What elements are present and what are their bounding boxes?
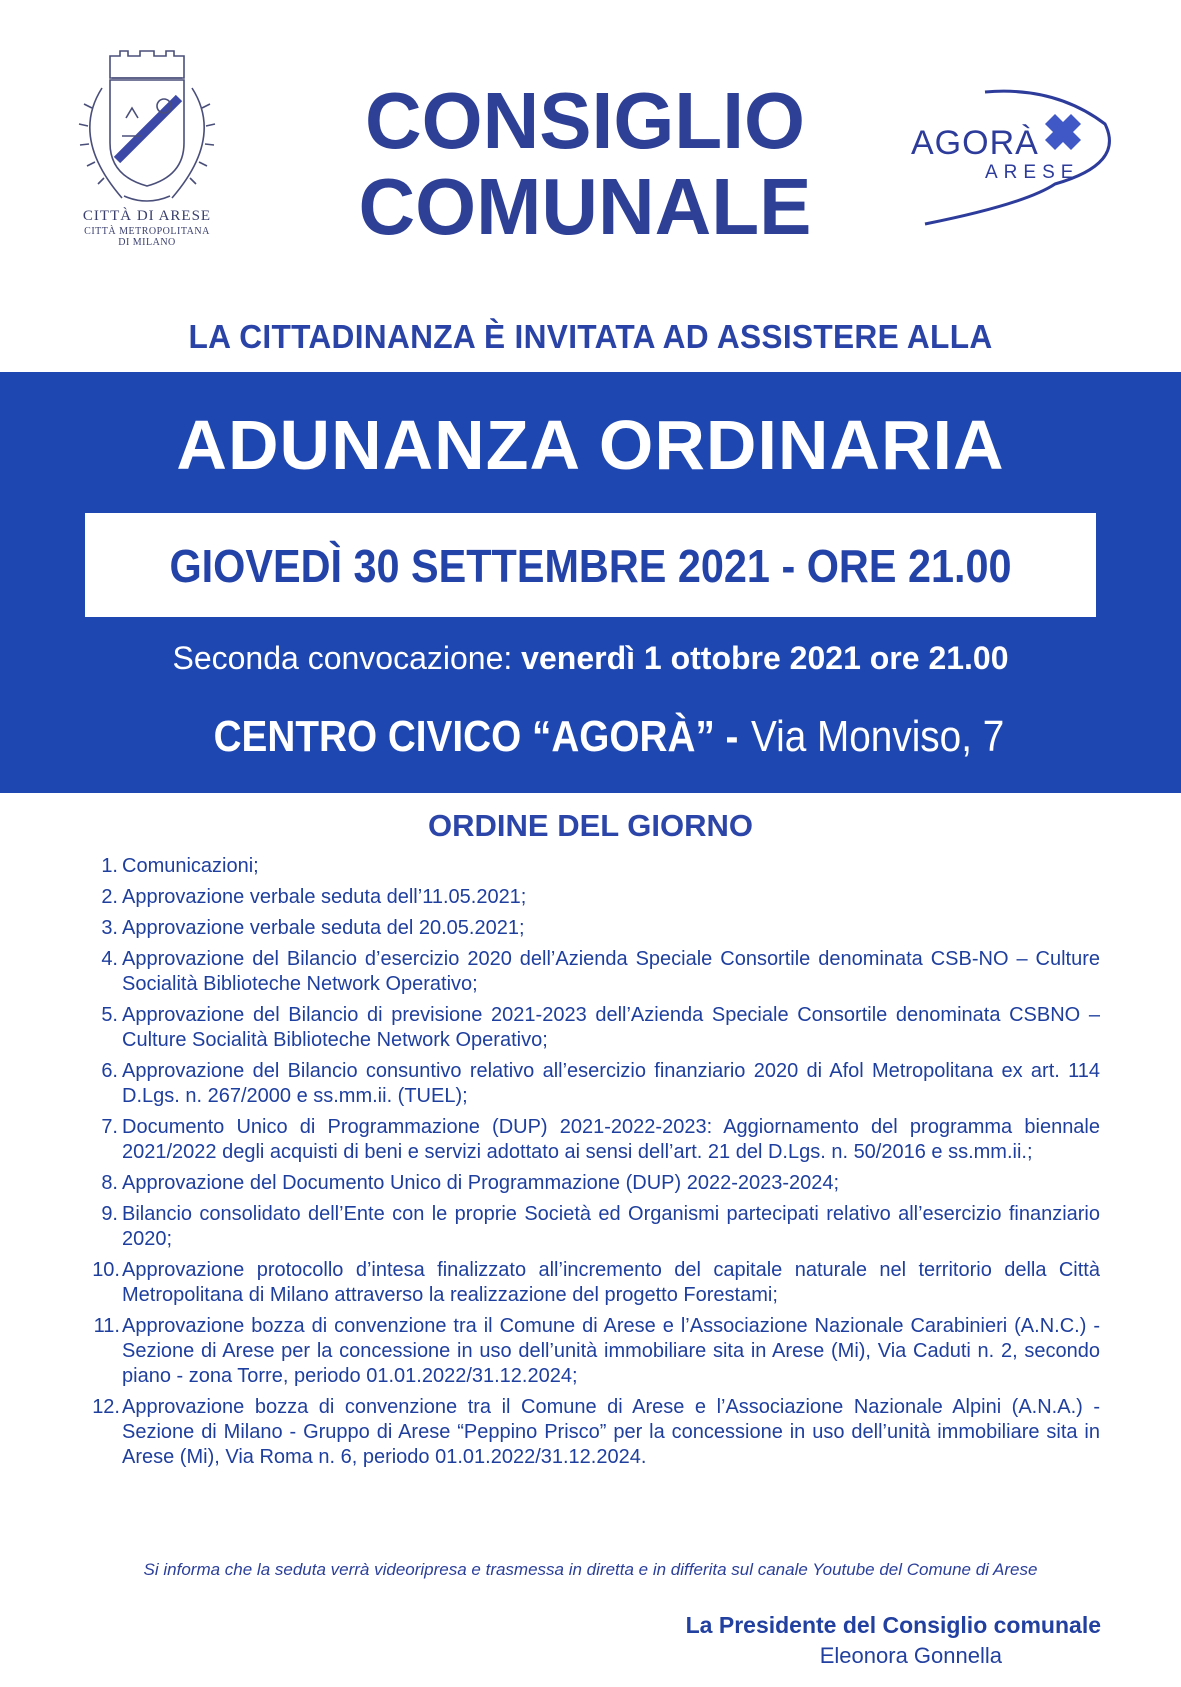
agenda-item-number: 12. xyxy=(92,1396,120,1418)
agenda-item-number: 7. xyxy=(101,1116,118,1138)
meeting-type: ADUNANZA ORDINARIA xyxy=(176,406,1005,484)
agenda-item-text: Approvazione del Bilancio consuntivo relativo all’esercizio finanziario 2020 di Afol Metropolitana ex art. 114 D.Lgs. n. 267/2000 e ss.mm.ii. (TUEL); xyxy=(122,1060,1100,1107)
agenda-item xyxy=(84,1171,1100,1196)
signature-role: La Presidente del Consiglio comunale xyxy=(685,1612,1101,1638)
agenda-item-text: Documento Unico di Programmazione (DUP) 2021-2022-2023: Aggiornamento del programma biennale 2021/2022 degli acquisti di beni e servizi adottato ai sensi dell’art. 21 del D.Lgs. n. 50/2016 e ss.mm.ii.; xyxy=(122,1116,1100,1163)
title-line2: COMUNALE xyxy=(358,162,812,251)
agenda-item-text: Approvazione verbale seduta del 20.05.2021; xyxy=(122,917,525,939)
agenda-item xyxy=(84,947,1100,997)
agora-logo-word: AGORÀ xyxy=(911,124,1039,162)
venue xyxy=(0,712,1181,762)
agenda-item-number: 3. xyxy=(101,917,118,939)
agenda-item-text: Approvazione del Bilancio d’esercizio 2020 dell’Azienda Speciale Consortile denominata CSB-NO – Culture Socialità Biblioteche Network Operativo; xyxy=(122,948,1100,995)
agenda-item xyxy=(84,1202,1100,1252)
agenda-item-text: Approvazione del Documento Unico di Programmazione (DUP) 2022-2023-2024; xyxy=(122,1172,840,1194)
coat-of-arms-icon xyxy=(62,48,232,208)
venue-name: CENTRO CIVICO “AGORÀ” - xyxy=(213,712,739,761)
second-call-label: Seconda convocazione: xyxy=(172,640,513,676)
signature-name: Eleonora Gonnella xyxy=(819,1643,1002,1668)
agenda-item-text: Bilancio consolidato dell’Ente con le proprie Società ed Organismi partecipati relativo all’esercizio finanziario 2020; xyxy=(122,1203,1100,1250)
agenda-item-text: Approvazione protocollo d’intesa finalizzato all’incremento del capitale naturale nel territorio della Città Metropolitana di Milano attraverso la realizzazione del progetto Forestami; xyxy=(122,1259,1100,1306)
agenda-item-number: 11. xyxy=(93,1315,120,1337)
agenda-item xyxy=(84,1258,1100,1308)
agenda-item xyxy=(84,1059,1100,1109)
agenda-item-text: Approvazione del Bilancio di previsione 2021-2023 dell’Azienda Speciale Consortile denominata CSBNO – Culture Socialità Biblioteche Network Operativo; xyxy=(122,1004,1100,1051)
agenda-item-text: Approvazione bozza di convenzione tra il Comune di Arese e l’Associazione Nazionale Alpini (A.N.A.) - Sezione di Milano - Gruppo di Arese “Peppino Prisco” per la concessione in uso dell’unità immobiliare sita in Arese (Mi), Via Roma n. 6, periodo 01.01.2022/31.12.2024. xyxy=(122,1396,1100,1468)
meeting-date: GIOVEDÌ 30 SETTEMBRE 2021 - ORE 21.00 xyxy=(169,540,1012,592)
agenda-item xyxy=(84,916,1100,941)
agenda-list xyxy=(84,854,1100,1476)
second-call-value: venerdì 1 ottobre 2021 ore 21.00 xyxy=(521,640,1009,676)
agenda-item xyxy=(84,1395,1100,1470)
agenda-item xyxy=(84,885,1100,910)
agenda-title: ORDINE DEL GIORNO xyxy=(428,808,753,843)
agenda-item-text: Approvazione verbale seduta dell’11.05.2021; xyxy=(122,886,527,908)
crest-subtitle xyxy=(62,226,232,248)
agenda-item-text: Approvazione bozza di convenzione tra il Comune di Arese e l’Associazione Nazionale Carabinieri (A.N.C.) - Sezione di Arese per la concessione in uso dell’unità immobiliare sita in Arese (Mi), Via Caduti n. 2, secondo piano - zona Torre, periodo 01.01.2022/31.12.2024; xyxy=(122,1315,1100,1387)
agenda-item-number: 6. xyxy=(101,1060,118,1082)
agenda-item-number: 9. xyxy=(101,1203,118,1225)
agenda-item-number: 2. xyxy=(101,886,118,908)
city-crest xyxy=(62,48,232,253)
broadcast-note: Si informa che la seduta verrà videoripresa e trasmessa in diretta e in differita sul canale Youtube del Comune di Arese xyxy=(143,1560,1038,1579)
venue-address: Via Monviso, 7 xyxy=(750,712,1005,761)
agenda-item-text: Comunicazioni; xyxy=(122,855,259,877)
second-call xyxy=(0,640,1181,677)
agenda-item-number: 5. xyxy=(101,1004,118,1026)
agenda-item xyxy=(84,1003,1100,1053)
invite-line: LA CITTADINANZA È INVITATA AD ASSISTERE ALLA xyxy=(188,318,993,355)
date-box xyxy=(85,513,1096,617)
agora-logo xyxy=(905,84,1120,229)
agenda-item-number: 1. xyxy=(101,855,118,877)
agenda-item xyxy=(84,1314,1100,1389)
crest-city-name: CITTÀ DI ARESE xyxy=(82,208,212,224)
agenda-item-number: 10. xyxy=(92,1259,120,1281)
agora-logo-sub: ARESE xyxy=(985,162,1080,183)
page-title xyxy=(306,78,865,250)
title-line1: CONSIGLIO xyxy=(365,76,805,165)
agenda-item-number: 8. xyxy=(101,1172,118,1194)
agenda-item-number: 4. xyxy=(101,948,118,970)
agenda-item xyxy=(84,1115,1100,1165)
agenda-item xyxy=(84,854,1100,879)
crest-subtitle-line1: CITTÀ METROPOLITANA xyxy=(84,226,210,237)
crest-subtitle-line2: DI MILANO xyxy=(118,237,176,248)
